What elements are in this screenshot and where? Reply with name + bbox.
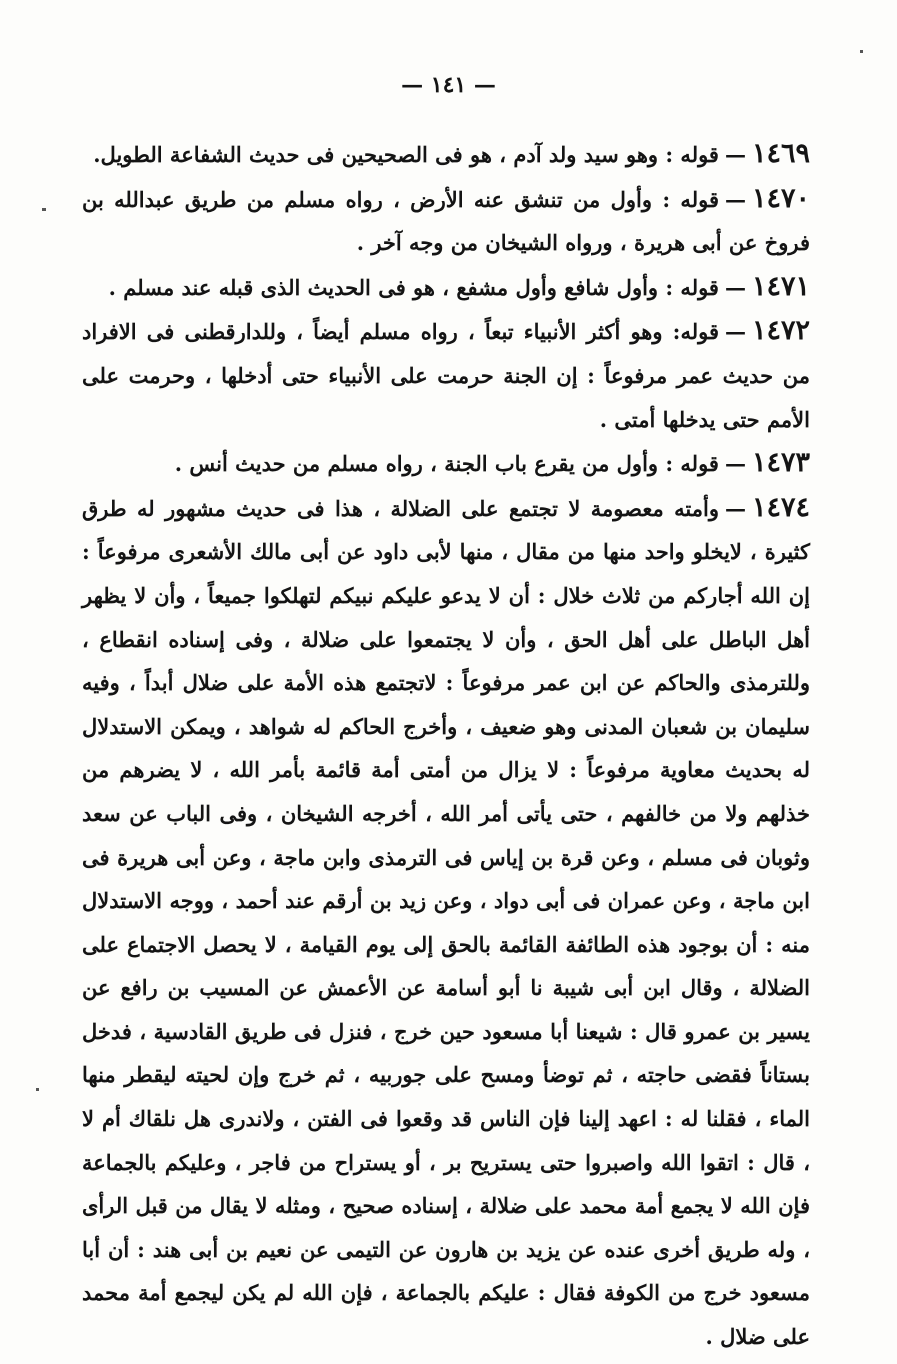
entry-text: قوله : وهو سيد ولد آدم ، هو فى الصحيحين فى حديث الشفاعة الطويل. <box>93 142 719 167</box>
entry-1472 <box>82 309 810 441</box>
entry-number: ١٤٧٣ <box>751 447 810 479</box>
entry-1473 <box>82 441 810 486</box>
entry-number: ١٤٧٠ <box>751 182 810 214</box>
entry-dash: — <box>724 186 746 212</box>
scan-speck <box>42 208 46 211</box>
body-text <box>82 132 810 1359</box>
entry-text: وأمته معصومة لا تجتمع على الضلالة ، هذا فى حديث مشهور له طرق كثيرة ، لايخلو واحد منها من مقال ، منها لأبى داود عن أبى مالك الأشعرى مرفوعاً : إن الله أجاركم من ثلاث خلال : أن لا يدعو عليكم نبيكم لتهلكوا جميعاً ، وأن لا يظهر أهل الباطل على أهل الحق ، وأن لا يجتمعوا على ضلالة ، وفى إسناده انقطاع ، وللترمذى والحاكم عن ابن عمر مرفوعاً : لاتجتمع هذه الأمة على ضلال أبداً ، وفيه سليمان بن شعبان المدنى وهو ضعيف ، وأخرج الحاكم له شواهد ، ويمكن الاستدلال له بحديث معاوية مرفوعاً : لا يزال من أمتى أمة قائمة بأمر الله ، لا يضرهم من خذلهم ولا من خالفهم ، حتى يأتى أمر الله ، أخرجه الشيخان ، وفى الباب عن سعد وثوبان فى مسلم ، وعن قرة بن إياس فى الترمذى وابن ماجة ، وعن أبى هريرة فى ابن ماجة ، وعن عمران فى أبى دواد ، وعن زيد بن أرقم عند أحمد ، ووجه الاستدلال منه : أن بوجود هذه الطائفة القائمة بالحق إلى يوم القيامة ، لا يحصل الاجتماع على الضلالة ، وقال ابن أبى شيبة نا أبو أسامة عن الأعمش عن المسيب بن رافع عن يسير بن عمرو قال : شيعنا أبا مسعود حين خرج ، فنزل فى طريق القادسية ، فدخل بستاناً فقضى حاجته ، ثم توضأ ومسح على جوربيه ، ثم خرج وإن لحيته ليقطر منها الماء ، فقلنا له : اعهد إلينا فإن الناس قد وقعوا فى الفتن ، ولاندرى هل نلقاك أم لا ، قال : اتقوا الله واصبروا حتى يستريح بر ، أو يستراح من فاجر ، وعليكم بالجماعة فإن الله لا يجمع أمة محمد على ضلالة ، إسناده صحيح ، ومثله لا يقال من قبل الرأى ، وله طريق أخرى عنده عن يزيد بن هارون عن التيمى عن نعيم بن أبى هند : أن أبا مسعود خرج من الكوفة فقال : عليكم بالجماعة ، فإن الله لم يكن ليجمع أمة محمد على ضلال . <box>82 495 810 1350</box>
entry-1471 <box>82 265 810 310</box>
entry-number: ١٤٦٩ <box>751 138 810 169</box>
entry-text: قوله : وأول شافع وأول مشفع ، هو فى الحديث الذى قبله عند مسلم . <box>108 274 719 300</box>
entry-number: ١٤٧٢ <box>751 315 810 347</box>
entry-1469 <box>82 132 810 177</box>
entry-dash: — <box>724 142 746 167</box>
scan-speck <box>860 50 863 53</box>
entry-dash: — <box>724 451 746 477</box>
entry-text: قوله : وأول من تنشق عنه الأرض ، رواه مسلم من طريق عبدالله بن فروخ عن أبى هريرة ، ورواه الشيخان من وجه آخر . <box>82 186 810 256</box>
entry-text: قوله : وأول من يقرع باب الجنة ، رواه مسلم من حديث أنس . <box>174 451 719 477</box>
entry-dash: — <box>724 274 746 300</box>
entry-dash: — <box>724 319 746 345</box>
entry-dash: — <box>724 495 746 521</box>
entry-text: قوله: وهو أكثر الأنبياء تبعاً ، رواه مسلم أيضاً ، وللدارقطنى فى الافراد من حديث عمر مرفوعاً : إن الجنة حرمت على الأنبياء حتى أدخلها ، وحرمت على الأمم حتى يدخلها أمتى . <box>82 319 810 432</box>
entry-1474 <box>82 486 810 1359</box>
entry-number: ١٤٧١ <box>751 270 810 302</box>
entry-1470 <box>82 177 810 265</box>
entry-number: ١٤٧٤ <box>751 491 810 523</box>
scan-speck <box>36 1088 39 1091</box>
page-number: — ١٤١ — <box>401 72 496 98</box>
